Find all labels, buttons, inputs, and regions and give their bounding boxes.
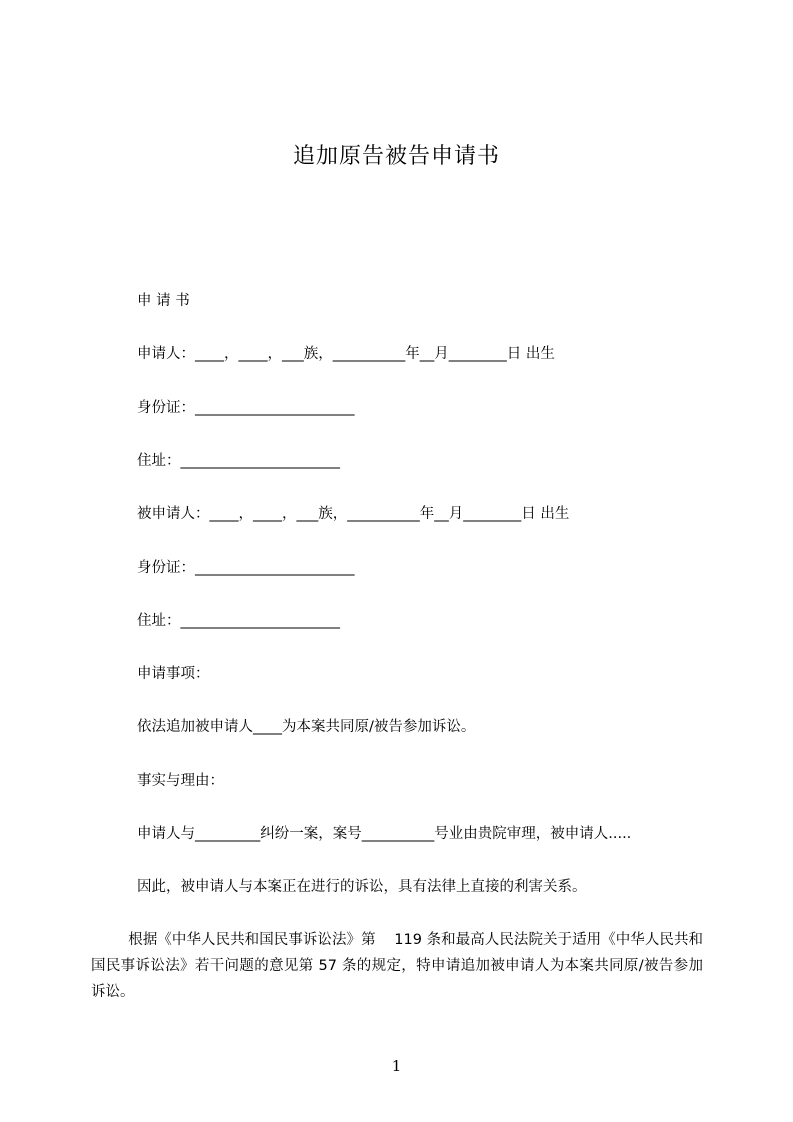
page-number: 1 xyxy=(391,1057,402,1075)
applicant-id-field: 身份证：______________________ xyxy=(137,400,355,416)
document-title: 追加原告被告申请书 xyxy=(292,144,500,169)
document-heading: 申 请 书 xyxy=(137,293,190,309)
legal-basis-paragraph: 根据《中华人民共和国民事诉讼法》第 119 条和最高人民法院关于适用《中华人民共和国民事诉讼法》若干问题的意见第 57 条的规定，特申请追加被申请人为本案共同原/被告参加诉讼。 xyxy=(91,932,703,1000)
respondent-address-field: 住址：______________________ xyxy=(137,613,340,629)
request-heading: 申请事项： xyxy=(137,666,210,682)
facts-heading: 事实与理由： xyxy=(137,773,224,789)
respondent-id-field: 身份证：______________________ xyxy=(137,560,355,576)
applicant-line: 申请人：____，____，___族，__________年__月________日 出生 xyxy=(137,346,555,362)
request-text: 依法追加被申请人____为本案共同原/被告参加诉讼。 xyxy=(137,719,476,735)
respondent-line: 被申请人：____，____，___族，__________年__月________日 出生 xyxy=(137,506,570,522)
applicant-address-field: 住址：______________________ xyxy=(137,453,340,469)
facts-text: 申请人与_________纠纷一案，案号__________号业由贵院审理，被申请人..... xyxy=(137,826,632,842)
conclusion-text: 因此，被申请人与本案正在进行的诉讼，具有法律上直接的利害关系。 xyxy=(137,879,587,895)
